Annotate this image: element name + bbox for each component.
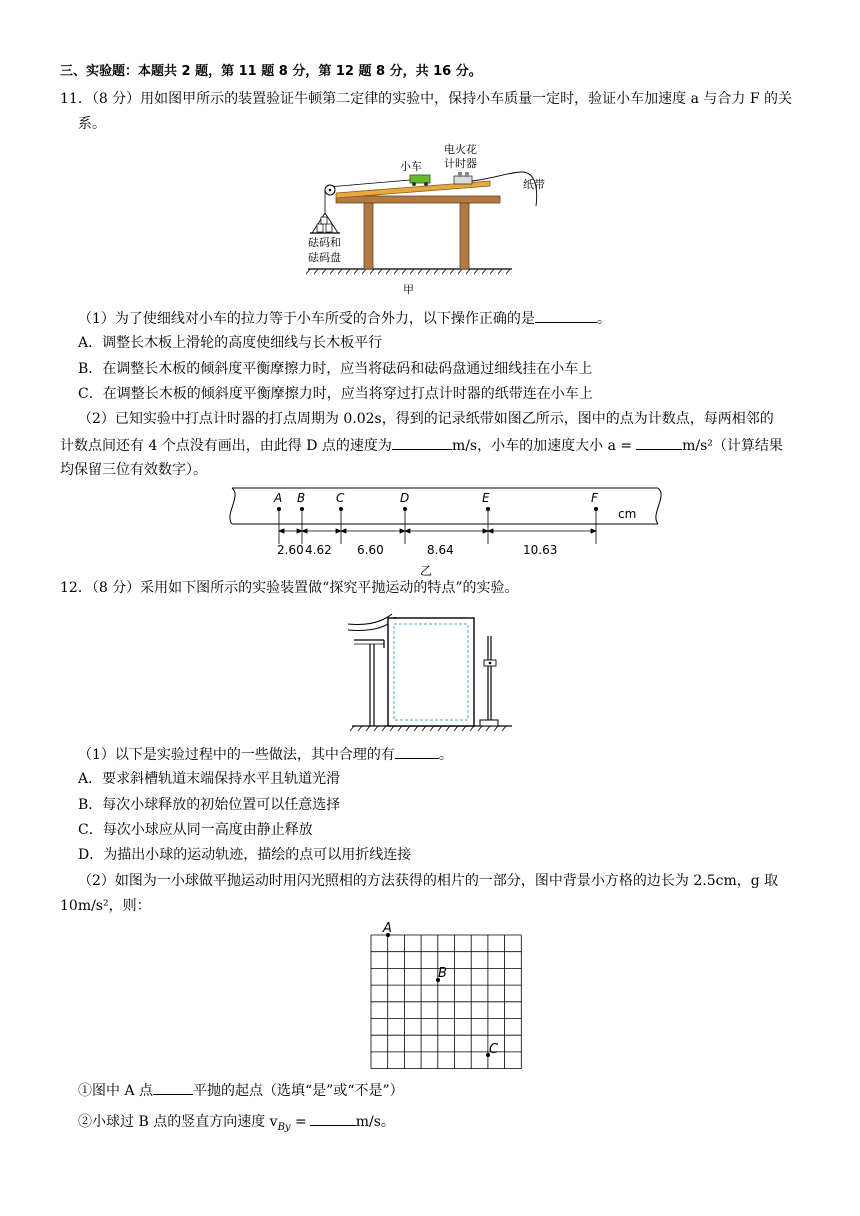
figure-caption-yi: 乙 (420, 564, 433, 578)
q12-option-a: A．要求斜槽轨道末端保持水平且轨道光滑 (78, 771, 341, 787)
q11-stem-line-2: 系。 (78, 116, 106, 132)
q12-sub2: ②小球过 B 点的竖直方向速度 $v_{By} = m/s$。 (78, 1111, 395, 1138)
grid-point-a: A (383, 921, 392, 936)
q11-part2-line-3: 均保留三位有效数字）。 (60, 462, 207, 478)
tape-point-d: D (400, 491, 410, 505)
q11-option-a: A．调整长木板上滑轮的高度使细线与长木板平行 (78, 335, 383, 351)
q12-option-c: C．每次小球应从同一高度由静止释放 (78, 822, 313, 838)
tape-point-a: A (274, 491, 283, 505)
section-header: 三、实验题：本题共 2 题，第 11 题 8 分，第 12 题 8 分，共 16 分。 (60, 64, 482, 79)
label-timer-2: 计时器 (444, 157, 477, 170)
grid-figure (366, 920, 526, 1076)
q11-acceleration-blank[interactable] (636, 435, 682, 450)
q11-stem-line-1: 11．（8 分）用如图甲所示的装置验证牛顿第二定律的实验中，保持小车质量一定时，验证小车加速度 a 与合力 F 的关 (60, 91, 793, 107)
tape-point-f: F (591, 491, 598, 505)
tape-point-c: C (336, 491, 345, 505)
projectile-apparatus-figure (340, 604, 520, 736)
grid-point-c: C (489, 1042, 499, 1057)
tape-distance-bc: 4.62 (305, 543, 332, 557)
tape-figure-yi (224, 484, 666, 580)
q12-part2-line-2: 10m/s²，则： (60, 898, 151, 914)
apparatus-figure-jia (300, 140, 560, 300)
tape-distance-de: 8.64 (427, 543, 454, 557)
grid-point-b: B (438, 966, 447, 981)
q12-part2-line-1: （2）如图为一小球做平抛运动时用闪光照相的方法获得的相片的一部分，图中背景小方格的边长为 2.5cm，g 取 (78, 873, 779, 889)
tape-distance-cd: 6.60 (357, 543, 384, 557)
tape-distance-ab: 2.60 (277, 543, 304, 557)
q11-part2-line-2: 计数点间还有 4 个点没有画出，由此得 D 点的速度为 m/s，小车的加速度大小 a = m/s²（计算结果 (60, 435, 783, 456)
q11-option-c: C．在调整长木板的倾斜度平衡摩擦力时，应当将穿过打点计时器的纸带连在小车上 (78, 386, 593, 402)
tape-point-b: B (297, 491, 306, 505)
q11-part1-blank[interactable] (535, 308, 597, 323)
q12-sub2-blank[interactable] (310, 1111, 356, 1126)
tape-point-e: E (482, 491, 490, 505)
label-timer-1: 电火花 (444, 143, 477, 156)
q12-sub1: ①图中 A 点 平抛的起点（选填“是”或“不是”） (78, 1080, 404, 1101)
q12-part1-blank[interactable] (395, 744, 439, 759)
q12-option-b: B．每次小球释放的初始位置可以任意选择 (78, 797, 341, 813)
label-car: 小车 (400, 160, 422, 173)
figure-caption-jia: 甲 (403, 283, 414, 296)
label-tape: 纸带 (523, 178, 545, 191)
label-weights-1: 砝码和 (308, 236, 341, 249)
tape-unit: cm (618, 507, 637, 521)
label-weights-2: 砝码盘 (308, 251, 341, 264)
q11-part2-line-1: （2）已知实验中打点计时器的打点周期为 0.02s，得到的记录纸带如图乙所示，图中的点为计数点，每两相邻的 (78, 411, 774, 427)
tape-distance-ef: 10.63 (523, 543, 558, 557)
q12-sub1-blank[interactable] (153, 1080, 193, 1095)
q11-velocity-blank[interactable] (392, 435, 452, 450)
q11-option-b: B．在调整长木板的倾斜度平衡摩擦力时，应当将砝码和砝码盘通过细线挂在小车上 (78, 361, 593, 377)
q12-option-d: D．为描出小球的运动轨迹，描绘的点可以用折线连接 (78, 847, 412, 863)
q12-stem: 12．（8 分）采用如下图所示的实验装置做“探究平抛运动的特点”的实验。 (60, 580, 519, 596)
q11-part1: （1）为了使细线对小车的拉力等于小车所受的合外力，以下操作正确的是 。 (78, 308, 611, 329)
q12-part1: （1）以下是实验过程中的一些做法，其中合理的有 。 (78, 744, 453, 765)
